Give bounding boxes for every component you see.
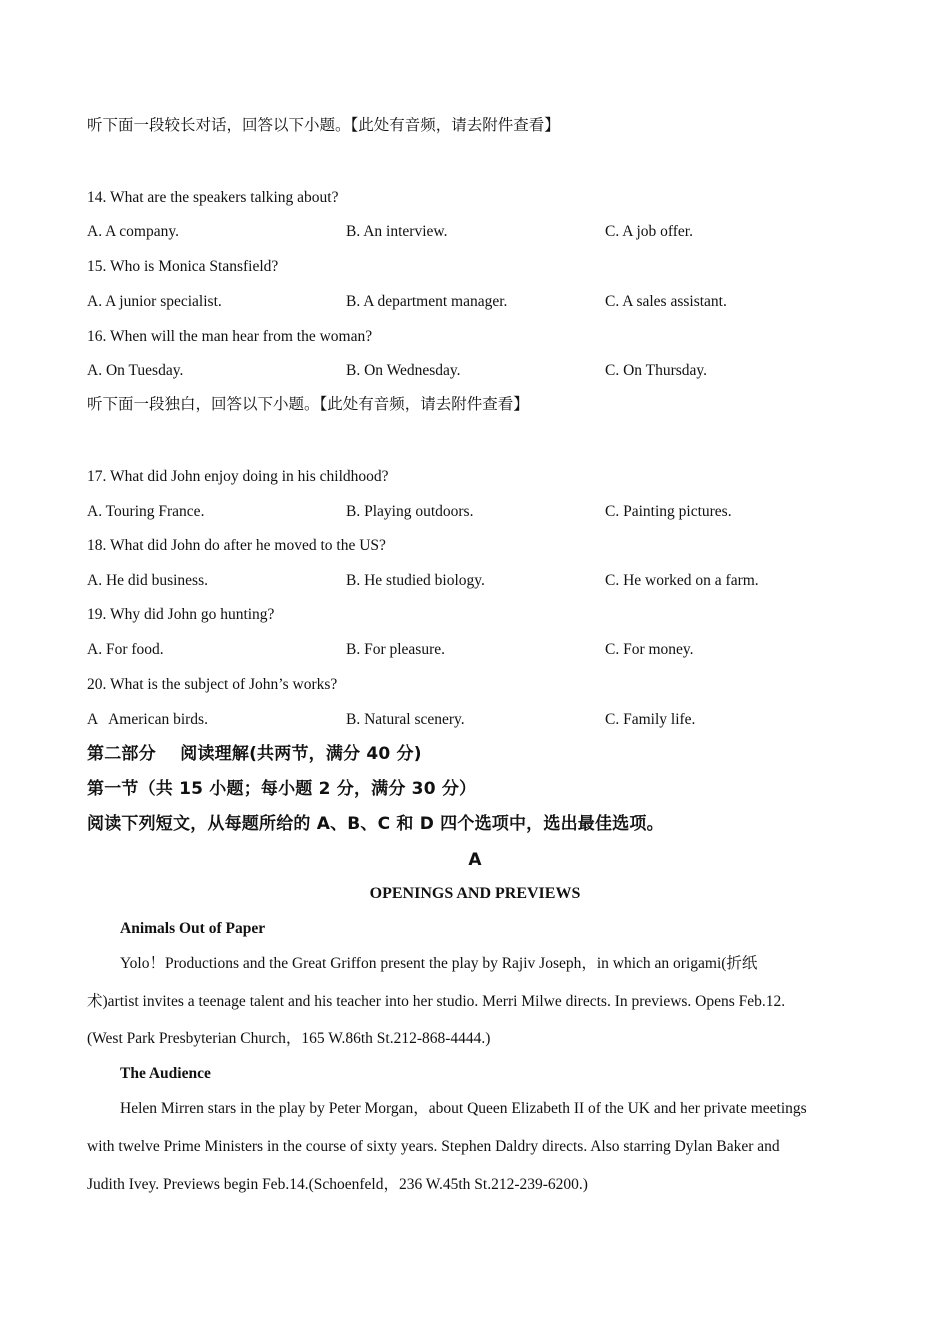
option-b: B. Playing outdoors.: [346, 503, 474, 520]
option-c: C. A sales assistant.: [605, 293, 727, 310]
option-a: A. For food.: [87, 641, 164, 658]
option-c: C. He worked on a farm.: [605, 572, 759, 589]
question-14: 14. What are the speakers talking about?: [87, 189, 339, 206]
option-c: C. For money.: [605, 641, 694, 658]
option-a: A American birds.: [87, 711, 208, 728]
option-b: B. For pleasure.: [346, 641, 446, 658]
option-a: A. On Tuesday.: [87, 362, 184, 379]
option-c: C. A job offer.: [605, 223, 693, 240]
option-c: C. On Thursday.: [605, 362, 708, 379]
item2-text-line: Judith Ivey. Previews begin Feb.14.(Schoenfeld，236 W.45th St.212-239-6200.): [87, 1176, 588, 1193]
question-15: 15. Who is Monica Stansfield?: [87, 258, 279, 275]
option-c: C. Painting pictures.: [605, 503, 732, 520]
section-title: 第一节（共 15 小题；每小题 2 分，满分 30 分）: [87, 779, 477, 799]
part-title: 第二部分 阅读理解(共两节，满分 40 分): [87, 744, 422, 764]
option-a: A. A junior specialist.: [87, 293, 222, 310]
item2-text-line: Helen Mirren stars in the play by Peter Morgan，about Queen Elizabeth II of the UK and her private meetings: [120, 1100, 807, 1117]
option-b: B. An interview.: [346, 223, 448, 240]
option-b: B. Natural scenery.: [346, 711, 465, 728]
item1-text-line: (West Park Presbyterian Church，165 W.86th St.212-868-4444.): [87, 1030, 491, 1047]
option-a: A. He did business.: [87, 572, 208, 589]
listening-intro-dialogue: 听下面一段较长对话，回答以下小题。【此处有音频，请去附件查看】: [87, 117, 560, 134]
passage-letter: A: [468, 850, 482, 870]
option-b: B. He studied biology.: [346, 572, 485, 589]
question-16: 16. When will the man hear from the woman?: [87, 328, 373, 345]
question-19: 19. Why did John go hunting?: [87, 606, 275, 623]
question-17: 17. What did John enjoy doing in his childhood?: [87, 468, 389, 485]
item-title-animals-out-of-paper: Animals Out of Paper: [120, 920, 266, 937]
option-b: B. A department manager.: [346, 293, 508, 310]
item1-text-line: 术)artist invites a teenage talent and his teacher into her studio. Merri Milwe directs. In previews. Opens Feb.12.: [87, 993, 786, 1010]
question-18: 18. What did John do after he moved to the US?: [87, 537, 386, 554]
reading-instruction: 阅读下列短文，从每题所给的 A、B、C 和 D 四个选项中，选出最佳选项。: [87, 814, 664, 834]
option-b: B. On Wednesday.: [346, 362, 461, 379]
option-a: A. A company.: [87, 223, 179, 240]
option-a: A. Touring France.: [87, 503, 205, 520]
item-title-the-audience: The Audience: [120, 1065, 211, 1082]
passage-title: OPENINGS AND PREVIEWS: [369, 885, 581, 902]
listening-intro-monologue: 听下面一段独白，回答以下小题。【此处有音频，请去附件查看】: [87, 396, 529, 413]
item1-text-line: Yolo！Productions and the Great Griffon present the play by Rajiv Joseph，in which an origami(折纸: [120, 955, 758, 972]
question-20: 20. What is the subject of John’s works?: [87, 676, 338, 693]
option-c: C. Family life.: [605, 711, 696, 728]
item2-text-line: with twelve Prime Ministers in the course of sixty years. Stephen Daldry directs. Also starring Dylan Baker and: [87, 1138, 780, 1155]
